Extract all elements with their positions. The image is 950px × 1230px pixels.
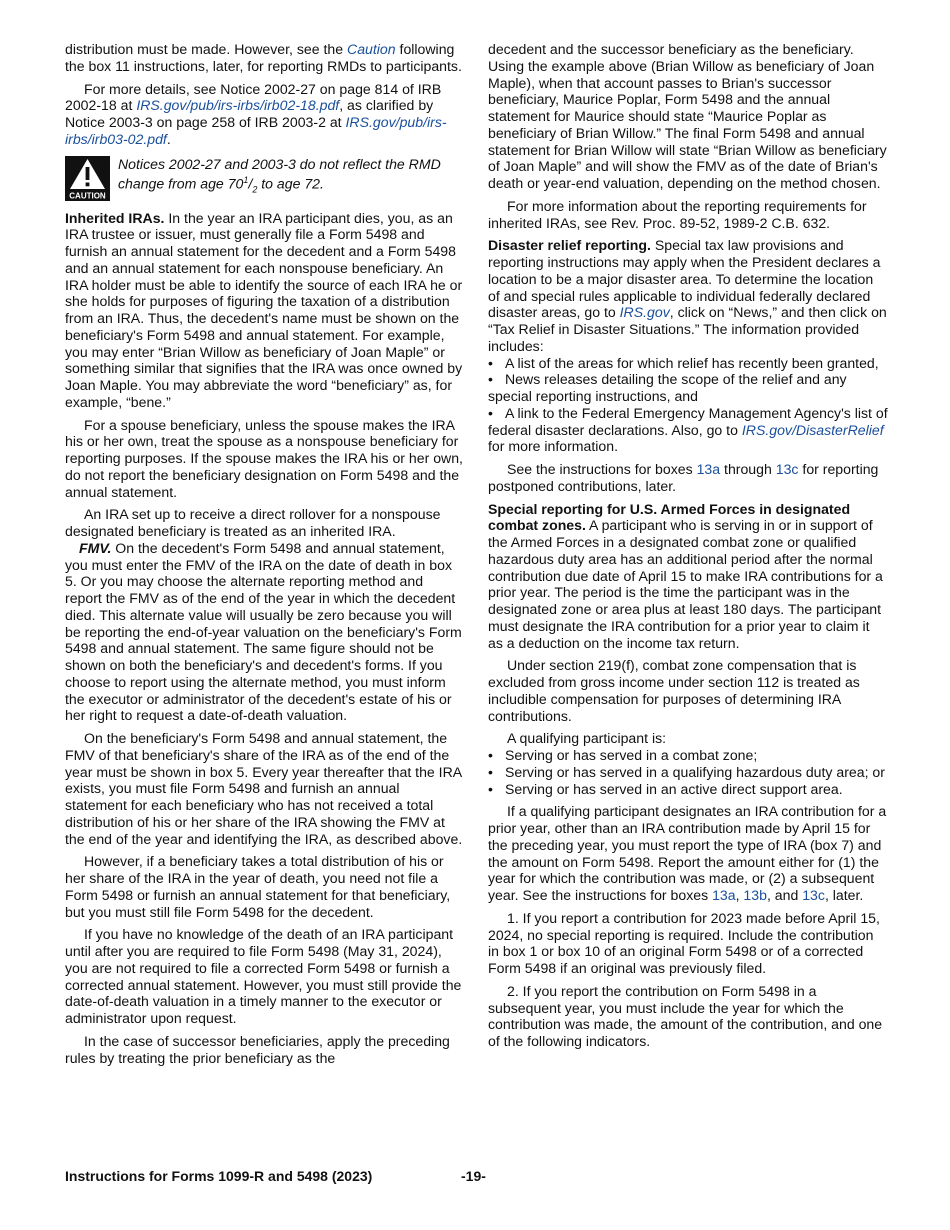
paragraph-spouse-beneficiary: For a spouse beneficiary, unless the spouse makes the IRA his or her own, treat the spouse as a nonspouse beneficiary for reporting purposes. If the spouse makes the IRA his or her own, do not report the beneficiary designation on Form 5498 and the annual statement.: [65, 416, 463, 500]
paragraph-successor-continued: decedent and the successor beneficiary as the beneficiary. Using the example above (Brian Willow as beneficiary of Joan Maple), when that account passes to Brian's successor beneficiary, Maurice Poplar, Form 5498 and the annual statement for Maurice should state “Maurice Poplar as beneficiary of Brian Willow.” The final Form 5498 and annual statement for Brian Willow will state “Brian Willow as beneficiary of Joan Maple” and will show the FMV as of the date of Brian's death or year-end valuation, depending on the method chosen.: [488, 41, 887, 191]
paragraph-item-2: 2. If you report the contribution on Form 5498 in a subsequent year, you must include the year for which the contribution was made, the amount of the contribution, and one of the following indicators.: [488, 982, 883, 1049]
paragraph-beneficiary-form: On the beneficiary's Form 5498 and annual statement, the FMV of that beneficiary's share of the IRA as of the end of the year must be shown in box 5. Every year thereafter that the IRA exists, you must file Form 5498 and furnish an annual statement for each beneficiary who has not received a total distribution of his or her share of the IRA showing the FMV at the end of the year and identifying the IRA, as described above.: [65, 730, 463, 847]
box-13b-link[interactable]: 13b: [743, 887, 767, 903]
paragraph-direct-rollover: An IRA set up to receive a direct rollover for a nonspouse designated beneficiary is treated as an inherited IRA.: [65, 506, 441, 539]
disaster-relief-link[interactable]: IRS.gov/DisasterRelief: [741, 421, 884, 438]
paragraph-see-instructions: See the instructions for boxes 13a through 13c for reporting postponed contributions, later.: [488, 461, 879, 494]
inherited-iras-heading: Inherited IRAs.: [65, 209, 165, 226]
paragraph-disaster-relief: Disaster relief reporting. Special tax law provisions and reporting instructions may apply when the President declares a location to be a major disaster area. To determine the location of and special rules applicable to individual federally declared disaster areas, go to IRS.gov, click on “News,” and then click on “Tax Relief in Disaster Situations.” The information provided includes:: [488, 237, 887, 354]
box-13a-link[interactable]: 13a: [712, 887, 736, 903]
disaster-relief-heading: Disaster relief reporting.: [488, 237, 651, 254]
armed-forces-heading: Special reporting for U.S. Armed Forces in designated combat zones.: [488, 500, 851, 534]
paragraph-section-219f: Under section 219(f), combat zone compensation that is excluded from gross income under section 112 is treated as includible compensation for purposes of determining IRA contributions.: [488, 657, 860, 724]
list-item: • A link to the Federal Emergency Management Agency's list of federal disaster declarations. Also, go to IRS.gov/DisasterRelief for more information.: [488, 404, 888, 455]
box-13c-link[interactable]: 13c: [775, 461, 799, 477]
paragraph-notice-details: For more details, see Notice 2002-27 on page 814 of IRB 2002-18 at IRS.gov/pub/irs-irbs/irb02-18.pdf, as clarified by Notice 2003-3 on page 258 of IRB 2003-2 at IRS.gov/pub/irs-irbs/irb03-02.pdf.: [65, 80, 447, 147]
caution-link[interactable]: Caution: [347, 41, 396, 57]
irb02-18-link[interactable]: IRS.gov/pub/irs-irbs/irb02-18.pdf: [136, 97, 340, 114]
paragraph-successor: In the case of successor beneficiaries, apply the preceding rules by treating the prior beneficiary as the: [65, 1032, 450, 1066]
footer-title: Instructions for Forms 1099-R and 5498 (2023): [65, 1168, 373, 1184]
paragraph-rmd-caution: distribution must be made. However, see the Caution following the box 11 instructions, later, for reporting RMDs to participants.: [65, 41, 462, 74]
paragraph-inherited-iras: Inherited IRAs. In the year an IRA participant dies, you, as an IRA trustee or issuer, must generally file a Form 5498 and furnish an annual statement for the decedent and a Form 5498 and an annual statement for each nonspouse beneficiary. An IRA holder must be able to identify the source of each IRA he or she holds for purposes of figuring the taxation of a distribution from an IRA. Thus, the decedent's name must be shown on the beneficiary's Form 5498 and annual statement. For example, you may enter “Brian Willow as beneficiary of Joan Maple” or something similar that signifies that the IRA was once owned by Joan Maple. You may abbreviate the word “beneficiary” as, for example, “bene.”: [65, 209, 463, 410]
caution-icon-label: CAUTION: [69, 191, 106, 200]
caution-icon: [65, 156, 110, 201]
paragraph-armed-forces: Special reporting for U.S. Armed Forces in designated combat zones. A participant who is serving in or in support of the Armed Forces in a designated combat zone or qualified hazardous duty area has an additional period after the normal contribution due date of April 15 to make IRA contributions for a prior year. The period is the time the participant was in the designated zone or area plus at least 180 days. The participant must designate the IRA contribution for a prior year to claim it as a deduction on the income tax return.: [488, 500, 883, 651]
list-item: • Serving or has served in a combat zone;: [488, 747, 758, 763]
left-column: [65, 41, 463, 1072]
paragraph-no-knowledge: If you have no knowledge of the death of an IRA participant until after you are required to file Form 5498 (May 31, 2024), you are not required to file a corrected Form 5498 or furnish a corrected annual statement. However, you must still provide the date-of-death valuation in a timely manner to the executor or administrator upon request.: [65, 926, 462, 1026]
irb03-02-link[interactable]: IRS.gov/pub/irs-irbs/irb03-02.pdf: [65, 114, 447, 147]
irs-gov-link[interactable]: IRS.gov: [619, 304, 670, 321]
list-item: • Serving or has served in a qualifying hazardous duty area; or: [488, 763, 885, 780]
list-item: • A list of the areas for which relief has recently been granted,: [488, 354, 879, 371]
page-number: -19-: [461, 1168, 486, 1184]
box-13c-link[interactable]: 13c: [802, 887, 825, 903]
qualifying-list: [488, 747, 888, 797]
paragraph-more-info: For more information about the reporting requirements for inherited IRAs, see Rev. Proc. 89-52, 1989-2 C.B. 632.: [488, 197, 867, 231]
disaster-info-list: [488, 355, 888, 456]
paragraph-designates: If a qualifying participant designates an IRA contribution for a prior year, other than an IRA contribution made by April 15 for the preceding year, you must report the type of IRA (box 7) and the amount on Form 5498. Report the amount either for (1) the year for which the contribution was made, or (2) a subsequent year. See the instructions for boxes 13a, 13b, and 13c, later.: [488, 803, 887, 903]
paragraph-item-1: 1. If you report a contribution for 2023 made before April 15, 2024, no special reporting is required. Include the contribution in box 1 or box 10 of an original Form 5498 or of a corrected Form 5498 if an original was previously filed.: [488, 909, 880, 976]
caution-text: Notices 2002-27 and 2003-3 do not reflect the RMD change from age $70^1/_2$ to age 72.: [118, 155, 441, 195]
paragraph-fmv: FMV. On the decedent's Form 5498 and annual statement, you must enter the FMV of the IRA on the date of death in box 5. Or you may choose the alternate reporting method and report the FMV as of the end of the year in which the decedent died. This alternate value will usually be zero because you will be reporting the end-of-year valuation on the beneficiary's Form 5498 and annual statement. The same figure should not be shown on both the beneficiary's and decedent's forms. If you choose to report using the alternate method, you must inform the executor or administrator of the decedent's estate of his or her right to request a date-of-death valuation.: [65, 539, 462, 724]
caution-note: [65, 156, 463, 201]
list-item: • Serving or has served in an active direct support area.: [488, 780, 843, 797]
paragraph-qualifying: A qualifying participant is:: [507, 730, 667, 747]
right-column: [488, 41, 888, 1056]
paragraph-total-distribution: However, if a beneficiary takes a total distribution of his or her share of the IRA in the year of death, you need not file a Form 5498 or furnish an annual statement for that beneficiary, but you must still file Form 5498 for the decedent.: [65, 853, 451, 920]
fmv-heading: FMV.: [79, 539, 112, 556]
box-13a-link[interactable]: 13a: [696, 461, 721, 477]
list-item: • News releases detailing the scope of the relief and any special reporting instructions, and: [488, 371, 847, 404]
